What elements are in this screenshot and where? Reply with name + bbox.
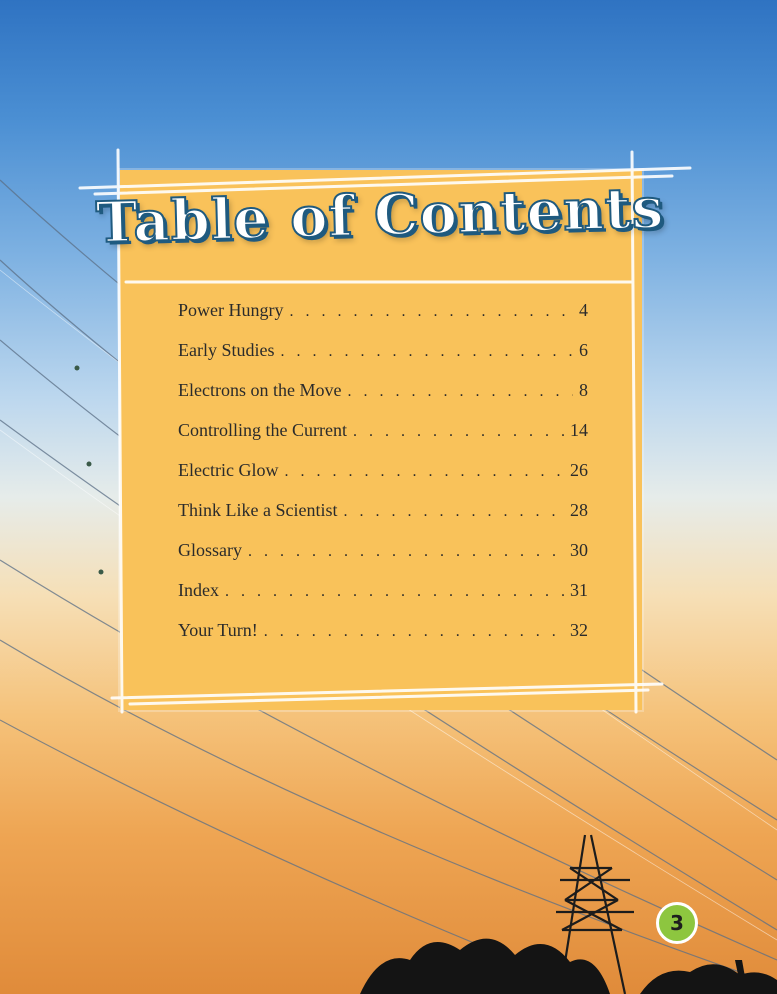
toc-entry-label: Controlling the Current [178,420,347,440]
toc-leader-dots [225,583,564,601]
toc-entry-label: Index [178,580,219,600]
toc-entry[interactable] [178,500,588,540]
toc-entry-label: Glossary [178,540,242,560]
toc-entry-page: 14 [570,420,588,440]
toc-entry-page: 30 [570,540,588,560]
toc-entry-page: 31 [570,580,588,600]
toc-leader-dots [284,463,564,481]
toc-entry-label: Early Studies [178,340,275,360]
toc-entry-page: 6 [579,340,588,360]
toc-leader-dots [343,503,564,521]
toc-entry[interactable] [178,420,588,460]
toc-entry[interactable] [178,380,588,420]
page-title: Table of Contents [95,175,666,256]
toc-leader-dots [248,543,564,561]
toc-entry-page: 32 [570,620,588,640]
toc-entry-page: 28 [570,500,588,520]
toc-entry[interactable] [178,300,588,340]
toc-leader-dots [290,303,574,321]
toc-entry[interactable] [178,460,588,500]
toc-entry-page: 26 [570,460,588,480]
page-number-badge: 3 [656,902,698,944]
toc-entry-page: 4 [579,300,588,320]
toc-leader-dots [281,343,574,361]
toc-list [178,300,588,660]
toc-entry-label: Electric Glow [178,460,279,480]
toc-entry[interactable] [178,340,588,380]
toc-entry[interactable] [178,540,588,580]
toc-entry-label: Think Like a Scientist [178,500,338,520]
toc-entry-label: Power Hungry [178,300,284,320]
toc-entry[interactable] [178,580,588,620]
toc-leader-dots [264,623,564,641]
toc-entry-label: Your Turn! [178,620,258,640]
toc-entry-page: 8 [579,380,588,400]
toc-leader-dots [347,383,573,401]
toc-entry[interactable] [178,620,588,660]
toc-leader-dots [353,423,564,441]
toc-entry-label: Electrons on the Move [178,380,342,400]
